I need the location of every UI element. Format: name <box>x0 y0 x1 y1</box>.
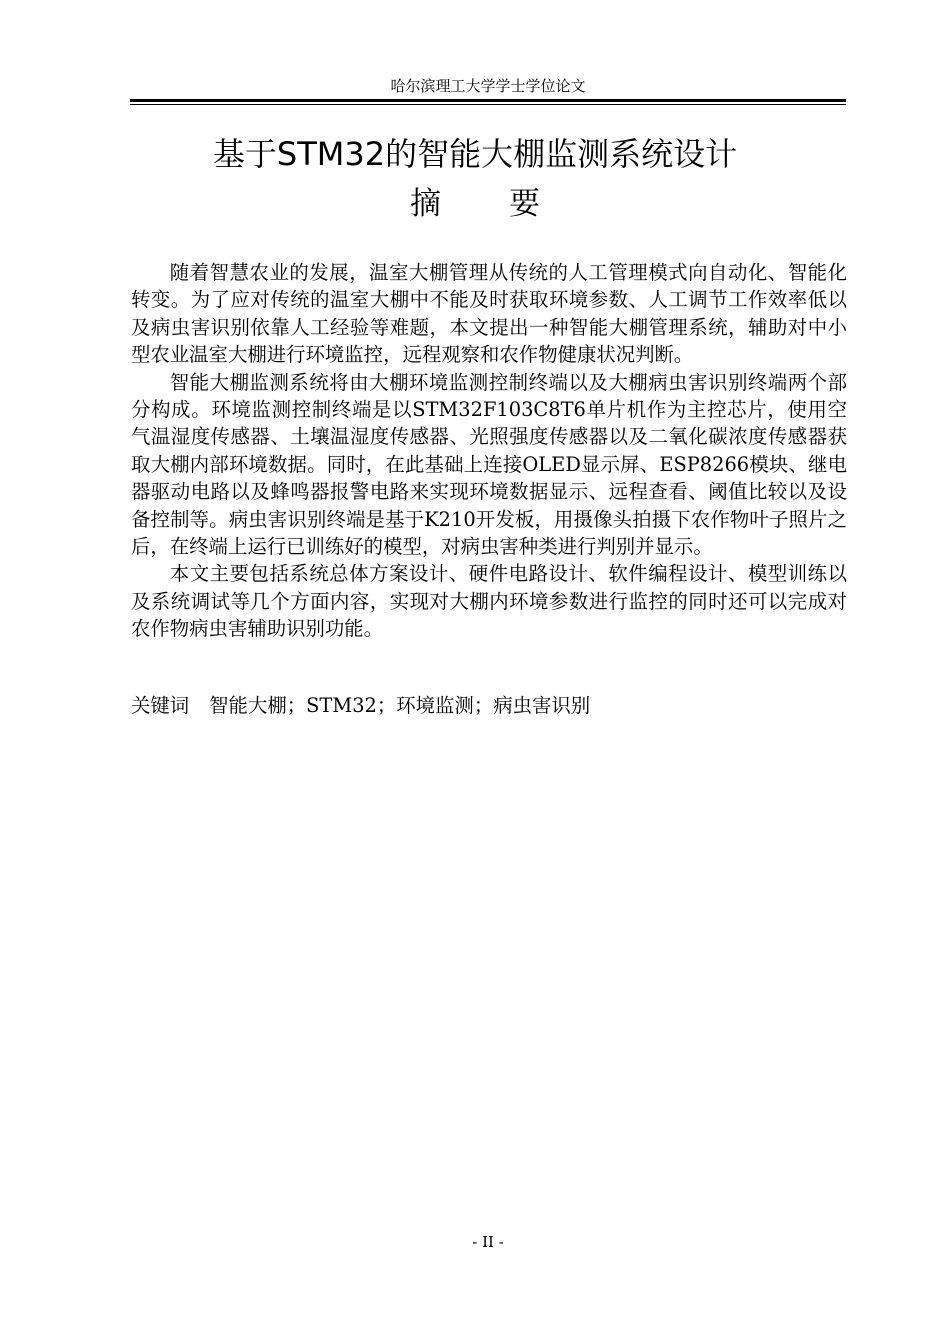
abstract-paragraph-1: 随着智慧农业的发展，温室大棚管理从传统的人工管理模式向自动化、智能化转变。为了应对传统的温室大棚中不能及时获取环境参数、人工调节工作效率低以及病虫害识别依靠人工经验等难题，本文提出一种智能大棚管理系统，辅助对中小型农业温室大棚进行环境监控，远程观察和农作物健康状况判断。 <box>131 261 847 367</box>
paper-title: 基于STM32的智能大棚监测系统设计 <box>212 135 738 173</box>
header-rule-thick <box>130 99 846 102</box>
header-rule-thin <box>130 104 846 105</box>
page-number: - II - <box>472 1233 504 1251</box>
abstract-paragraph-2: 智能大棚监测系统将由大棚环境监测控制终端以及大棚病虫害识别终端两个部分构成。环境监测控制终端是以STM32F103C8T6单片机作为主控芯片，使用空气温湿度传感器、土壤温湿度传感器、光照强度传感器以及二氧化碳浓度传感器获取大棚内部环境数据。同时，在此基础上连接OLED显示屏、ESP8266模块、继电器驱动电路以及蜂鸣器报警电路来实现环境数据显示、远程查看、阈值比较以及设备控制等。病虫害识别终端是基于K210开发板，用摄像头拍摄下农作物叶子照片之后，在终端上运行已训练好的模型，对病虫害种类进行判别并显示。 <box>131 370 847 559</box>
keywords-line <box>131 692 847 719</box>
abstract-paragraph-3: 本文主要包括系统总体方案设计、硬件电路设计、软件编程设计、模型训练以及系统调试等几个方面内容，实现对大棚内环境参数进行监控的同时还可以完成对农作物病虫害辅助识别功能。 <box>131 562 847 641</box>
keywords-label: 关键词 <box>131 694 190 717</box>
running-header: 哈尔滨理工大学学士学位论文 <box>390 77 586 95</box>
abstract-body <box>131 259 847 643</box>
abstract-heading: 摘要 <box>410 186 608 222</box>
keywords-text: 智能大棚；STM32；环境监测；病虫害识别 <box>209 694 591 717</box>
